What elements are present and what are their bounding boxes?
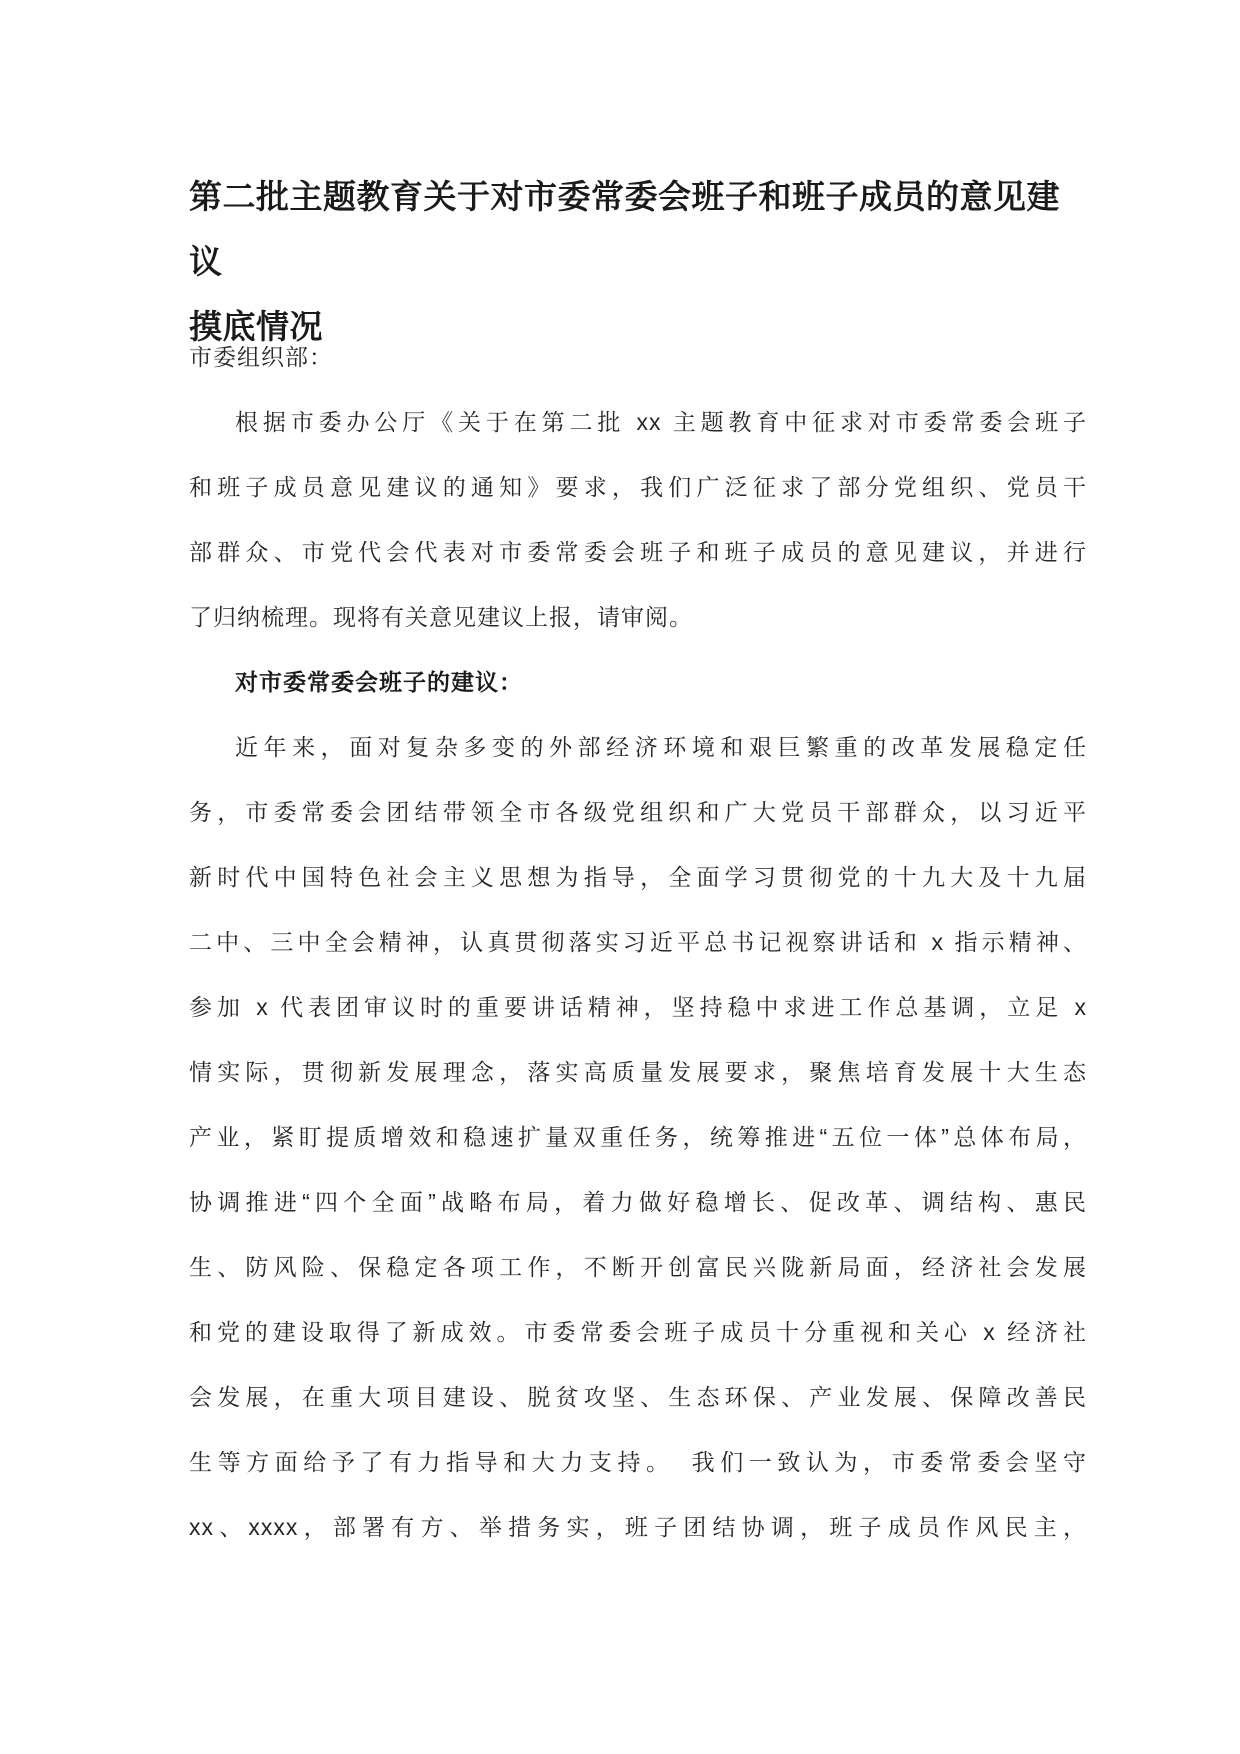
text-line: 产业，紧盯提质增效和稳速扩量双重任务，统筹推进“五位一体”总体布局， (189, 1124, 1087, 1150)
text-line: 市委组织部： (189, 344, 333, 370)
text-line: 和班子成员意见建议的通知》要求，我们广泛征求了部分党组织、党员干 (189, 474, 1087, 500)
text-line: 新时代中国特色社会主义思想为指导，全面学习贯彻党的十九大及十九届 (189, 864, 1087, 890)
text-line: 二中、三中全会精神，认真贯彻落实习近平总书记视察讲话和 x 指示精神、 (189, 929, 1087, 955)
text-line: 生、防风险、保稳定各项工作，不断开创富民兴陇新局面，经济社会发展 (189, 1254, 1087, 1280)
text-line: xx、xxxx，部署有方、举措务实，班子团结协调，班子成员作风民主， (189, 1514, 1087, 1540)
text-line: 近年来，面对复杂多变的外部经济环境和艰巨繁重的改革发展稳定任 (235, 734, 1087, 760)
text-line: 协调推进“四个全面”战略布局，着力做好稳增长、促改革、调结构、惠民 (189, 1189, 1087, 1215)
text-line: 参加 x 代表团审议时的重要讲话精神，坚持稳中求进工作总基调，立足 x (189, 994, 1087, 1020)
text-line: 和党的建设取得了新成效。市委常委会班子成员十分重视和关心 x 经济社 (189, 1319, 1087, 1345)
document-body (189, 325, 1087, 1560)
text-line: 务，市委常委会团结带领全市各级党组织和广大党员干部群众，以习近平 (189, 799, 1087, 825)
title-line: 摸底情况 (189, 308, 323, 345)
text-line: 根据市委办公厅《关于在第二批 xx 主题教育中征求对市委常委会班子 (235, 409, 1087, 435)
text-line: 部群众、市党代会代表对市委常委会班子和班子成员的意见建议，并进行 (189, 539, 1087, 565)
text-line: 情实际，贯彻新发展理念，落实高质量发展要求，聚焦培育发展十大生态 (189, 1059, 1087, 1085)
section-heading-line: 对市委常委会班子的建议： (235, 669, 523, 695)
text-line: 了归纳梳理。现将有关意见建议上报，请审阅。 (189, 604, 693, 630)
text-line: 生等方面给予了有力指导和大力支持。 我们一致认为，市委常委会坚守 (189, 1449, 1087, 1475)
title-line: 第二批主题教育关于对市委常委会班子和班子成员的意见建议 (189, 178, 1060, 280)
text-line: 会发展，在重大项目建设、脱贫攻坚、生态环保、产业发展、保障改善民 (189, 1384, 1087, 1410)
